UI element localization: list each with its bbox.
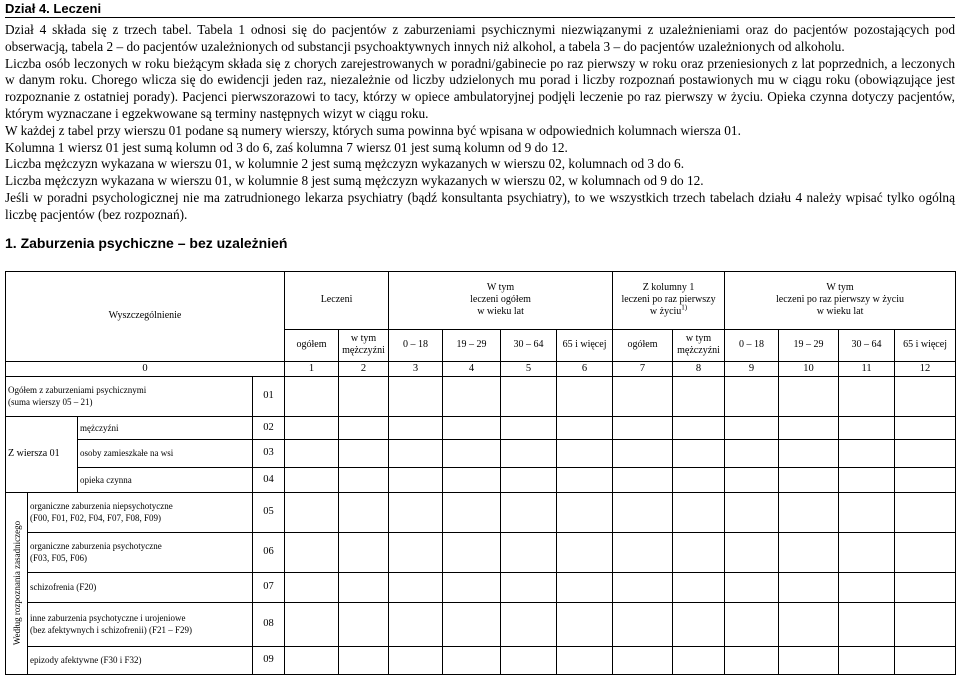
- header-w-tym-pierwszy: W tym leczeni po raz pierwszy w życiu w wieku lat: [725, 271, 956, 329]
- data-cell[interactable]: [557, 602, 613, 646]
- instructions-text: [5, 22, 955, 224]
- col-number: 10: [779, 361, 839, 376]
- paragraph-6: Liczba mężczyzn wykazana w wierszu 01, w kolumnie 8 jest sumą mężczyzn wykazanych w wierszu 02, w kolumnach od 9 do 12.: [5, 173, 704, 189]
- col-number: 5: [501, 361, 557, 376]
- row-number: 03: [253, 439, 285, 467]
- row-label: inne zaburzenia psychotyczne i urojeniowe (bez afektywnych i schizofrenii) (F21 – F29): [28, 602, 253, 646]
- data-cell[interactable]: [501, 439, 557, 467]
- data-cell[interactable]: [613, 439, 673, 467]
- col-number: 9: [725, 361, 779, 376]
- paragraph-2: Liczba osób leczonych w roku bieżącym składa się z chorych zarejestrowanych w poradni/gabinecie po raz pierwszy w roku oraz przeniesionych z lat poprzednich, a leczonych w danym roku. Chorego wlicza się do ewidencji jeden raz, niezależnie od liczby udzielonych mu porad i liczby rozpoznań postawionych mu w ciągu roku (obowiązujące jest rozpoznanie z ostatniej porady). Pacjenci pierwszorazowi to tacy, którzy w opiece ambulatoryjnej podjęli leczenie po raz pierwszy w życiu. Opieka czynna dotyczy pacjentów, którym wyznaczane i egzekwowane są terminy następnych wizyt w ciągu roku.: [5, 55, 955, 121]
- row-number: 08: [253, 602, 285, 646]
- data-cell[interactable]: [613, 532, 673, 572]
- data-cell[interactable]: [285, 492, 339, 532]
- col-number: 7: [613, 361, 673, 376]
- data-cell[interactable]: [673, 439, 725, 467]
- row-number: 09: [253, 646, 285, 674]
- data-cell[interactable]: [501, 532, 557, 572]
- data-cell[interactable]: [779, 439, 839, 467]
- data-cell[interactable]: [443, 532, 501, 572]
- data-cell[interactable]: [673, 646, 725, 674]
- table-row: [6, 416, 956, 439]
- header-age-19-29-b: 19 – 29: [779, 329, 839, 361]
- row-number: 04: [253, 467, 285, 492]
- data-cell[interactable]: [725, 467, 779, 492]
- data-cell[interactable]: [557, 467, 613, 492]
- row-label: epizody afektywne (F30 i F32): [28, 646, 253, 674]
- row-label: organiczne zaburzenia psychotyczne (F03, F05, F06): [28, 532, 253, 572]
- data-cell[interactable]: [285, 416, 339, 439]
- table-row: [6, 572, 956, 602]
- data-cell[interactable]: [779, 602, 839, 646]
- data-cell[interactable]: [501, 416, 557, 439]
- data-cell[interactable]: [501, 602, 557, 646]
- data-cell[interactable]: [557, 572, 613, 602]
- data-cell[interactable]: [839, 416, 895, 439]
- data-cell[interactable]: [501, 492, 557, 532]
- col-number: 8: [673, 361, 725, 376]
- data-cell[interactable]: [443, 646, 501, 674]
- data-cell[interactable]: [725, 602, 779, 646]
- data-cell[interactable]: [895, 572, 956, 602]
- header-age-19-29: 19 – 29: [443, 329, 501, 361]
- header-age-30-64: 30 – 64: [501, 329, 557, 361]
- data-cell[interactable]: [557, 646, 613, 674]
- data-cell[interactable]: [339, 572, 389, 602]
- data-cell[interactable]: [725, 439, 779, 467]
- data-cell[interactable]: [557, 532, 613, 572]
- data-cell[interactable]: [779, 572, 839, 602]
- row-label: opieka czynna: [78, 467, 253, 492]
- col-number: 4: [443, 361, 501, 376]
- data-cell[interactable]: [673, 532, 725, 572]
- paragraph-5: Liczba mężczyzn wykazana w wierszu 01, w kolumnie 2 jest sumą mężczyzn wykazanych w wierszu 02, kolumnach od 3 do 6.: [5, 156, 685, 172]
- data-cell[interactable]: [673, 467, 725, 492]
- data-cell[interactable]: [389, 646, 443, 674]
- row-number: 05: [253, 492, 285, 532]
- data-cell[interactable]: [779, 467, 839, 492]
- row-label: mężczyźni: [78, 416, 253, 439]
- paragraph-7: Jeśli w poradni psychologicznej nie ma zatrudnionego lekarza psychiatry (bądź konsultanta psychiatry), to we wszystkich trzech tabelach działu 4 należy wpisać tylko ogólną liczbę pacjentów (bez rozpoznań).: [5, 189, 955, 222]
- table-row: [6, 376, 956, 416]
- col-number: 11: [839, 361, 895, 376]
- data-cell[interactable]: [389, 572, 443, 602]
- header-age-30-64-b: 30 – 64: [839, 329, 895, 361]
- data-cell[interactable]: [895, 646, 956, 674]
- row-number: 06: [253, 532, 285, 572]
- data-cell[interactable]: [779, 416, 839, 439]
- header-age-65-b: 65 i więcej: [895, 329, 956, 361]
- data-cell[interactable]: [501, 646, 557, 674]
- header-z-kolumny-label: Z kolumny 1 leczeni po raz pierwszy w życiu: [621, 282, 716, 318]
- rotated-label: Według rozpoznania zasadniczego: [11, 520, 22, 646]
- data-cell[interactable]: [779, 492, 839, 532]
- data-cell[interactable]: [895, 602, 956, 646]
- data-cell[interactable]: [673, 416, 725, 439]
- data-cell[interactable]: [443, 492, 501, 532]
- col-number: 0: [6, 361, 285, 376]
- z-wiersza-label: Z wiersza 01: [6, 416, 78, 492]
- data-cell[interactable]: [389, 376, 443, 416]
- data-table: [5, 271, 956, 675]
- data-cell[interactable]: [895, 439, 956, 467]
- data-cell[interactable]: [443, 376, 501, 416]
- section-header: Dział 4. Leczeni: [5, 0, 955, 18]
- data-cell[interactable]: [557, 492, 613, 532]
- data-cell[interactable]: [613, 416, 673, 439]
- data-cell[interactable]: [501, 376, 557, 416]
- header-ogolem-2: ogółem: [613, 329, 673, 361]
- data-cell[interactable]: [339, 439, 389, 467]
- col-number: 6: [557, 361, 613, 376]
- table-row: [6, 602, 956, 646]
- row-label: organiczne zaburzenia niepsychotyczne (F00, F01, F02, F04, F07, F08, F09): [28, 492, 253, 532]
- data-cell[interactable]: [557, 376, 613, 416]
- table-row: [6, 439, 956, 467]
- data-cell[interactable]: [557, 439, 613, 467]
- data-cell[interactable]: [339, 376, 389, 416]
- data-cell[interactable]: [389, 416, 443, 439]
- data-cell[interactable]: [779, 646, 839, 674]
- table-row: [6, 646, 956, 674]
- col-number: 3: [389, 361, 443, 376]
- data-cell[interactable]: [673, 572, 725, 602]
- data-cell[interactable]: [389, 439, 443, 467]
- col-number: 12: [895, 361, 956, 376]
- data-cell[interactable]: [779, 376, 839, 416]
- data-cell[interactable]: [339, 646, 389, 674]
- col-number: 1: [285, 361, 339, 376]
- data-cell[interactable]: [895, 416, 956, 439]
- data-cell[interactable]: [389, 602, 443, 646]
- data-cell[interactable]: [339, 416, 389, 439]
- data-cell[interactable]: [339, 467, 389, 492]
- data-cell[interactable]: [725, 532, 779, 572]
- header-age-0-18: 0 – 18: [389, 329, 443, 361]
- data-cell[interactable]: [839, 492, 895, 532]
- header-mezczyzni-2: w tym mężczyźni: [673, 329, 725, 361]
- data-cell[interactable]: [839, 532, 895, 572]
- data-cell[interactable]: [613, 646, 673, 674]
- data-cell[interactable]: [839, 572, 895, 602]
- footnote-marker: 1): [681, 303, 688, 312]
- data-cell[interactable]: [725, 416, 779, 439]
- data-cell[interactable]: [673, 376, 725, 416]
- data-cell[interactable]: [339, 532, 389, 572]
- data-cell[interactable]: [613, 492, 673, 532]
- data-cell[interactable]: [339, 492, 389, 532]
- data-cell[interactable]: [443, 467, 501, 492]
- data-cell[interactable]: [443, 439, 501, 467]
- data-cell[interactable]: [285, 467, 339, 492]
- data-cell[interactable]: [673, 602, 725, 646]
- data-cell[interactable]: [389, 492, 443, 532]
- data-cell[interactable]: [285, 646, 339, 674]
- data-cell[interactable]: [285, 572, 339, 602]
- data-cell[interactable]: [725, 376, 779, 416]
- data-cell[interactable]: [557, 416, 613, 439]
- data-cell[interactable]: [285, 602, 339, 646]
- data-cell[interactable]: [339, 602, 389, 646]
- header-z-kolumny: [613, 271, 725, 329]
- paragraph-4: Kolumna 1 wiersz 01 jest sumą kolumn od 3 do 6, zaś kolumna 7 wiersz 01 jest sumą kolumn od 9 do 12.: [5, 139, 568, 155]
- data-cell[interactable]: [895, 376, 956, 416]
- data-cell[interactable]: [725, 492, 779, 532]
- data-cell[interactable]: [895, 492, 956, 532]
- data-cell[interactable]: [443, 602, 501, 646]
- data-cell[interactable]: [389, 467, 443, 492]
- header-wyszczegolnienie: [6, 271, 285, 361]
- data-cell[interactable]: [285, 532, 339, 572]
- paragraph-1: Dział 4 składa się z trzech tabel. Tabela 1 odnosi się do pacjentów z zaburzeniami psychicznymi niezwiązanymi z uzależnieniami oraz do pacjentów pozostających pod obserwacją, tabela 2 – do pacjentów uzależnionych od substancji psychoaktywnych innych niż alkohol, a tabela 3 – do pacjentów uzależnionych od alkoholu.: [5, 22, 955, 54]
- data-cell[interactable]: [613, 572, 673, 602]
- row-number: 01: [253, 376, 285, 416]
- header-wyszczegolnienie-label: Wyszczególnienie: [108, 310, 182, 322]
- data-cell[interactable]: [895, 532, 956, 572]
- data-cell[interactable]: [779, 532, 839, 572]
- table-row: [6, 492, 956, 532]
- header-ogolem: ogółem: [285, 329, 339, 361]
- header-age-0-18-b: 0 – 18: [725, 329, 779, 361]
- paragraph-3: W każdej z tabel przy wierszu 01 podane są numery wierszy, których suma powinna być wpisana w odpowiednich kolumnach wiersza 01.: [5, 122, 741, 138]
- data-cell[interactable]: [839, 602, 895, 646]
- data-cell[interactable]: [895, 467, 956, 492]
- rotated-label-cell: [6, 492, 28, 674]
- data-cell[interactable]: [725, 646, 779, 674]
- table-heading: 1. Zaburzenia psychiczne – bez uzależnień: [5, 234, 288, 251]
- table-row: [6, 467, 956, 492]
- row-label: Ogółem z zaburzeniami psychicznymi (suma wierszy 05 – 21): [6, 376, 253, 416]
- data-cell[interactable]: [725, 572, 779, 602]
- row-label: schizofrenia (F20): [28, 572, 253, 602]
- data-cell[interactable]: [839, 439, 895, 467]
- data-cell[interactable]: [285, 439, 339, 467]
- data-cell[interactable]: [839, 467, 895, 492]
- header-w-tym-wieku: W tym leczeni ogółem w wieku lat: [389, 271, 613, 329]
- data-cell[interactable]: [839, 376, 895, 416]
- data-cell[interactable]: [501, 467, 557, 492]
- data-cell[interactable]: [839, 646, 895, 674]
- data-cell[interactable]: [443, 416, 501, 439]
- data-cell[interactable]: [613, 467, 673, 492]
- row-label: osoby zamieszkałe na wsi: [78, 439, 253, 467]
- data-cell[interactable]: [389, 532, 443, 572]
- header-leczeni: Leczeni: [285, 271, 389, 329]
- header-age-65: 65 i więcej: [557, 329, 613, 361]
- data-cell[interactable]: [501, 572, 557, 602]
- data-cell[interactable]: [443, 572, 501, 602]
- data-cell[interactable]: [285, 376, 339, 416]
- row-number: 07: [253, 572, 285, 602]
- header-mezczyzni: w tym mężczyźni: [339, 329, 389, 361]
- data-cell[interactable]: [613, 602, 673, 646]
- data-cell[interactable]: [673, 492, 725, 532]
- row-number: 02: [253, 416, 285, 439]
- data-cell[interactable]: [613, 376, 673, 416]
- col-number: 2: [339, 361, 389, 376]
- table-row: [6, 532, 956, 572]
